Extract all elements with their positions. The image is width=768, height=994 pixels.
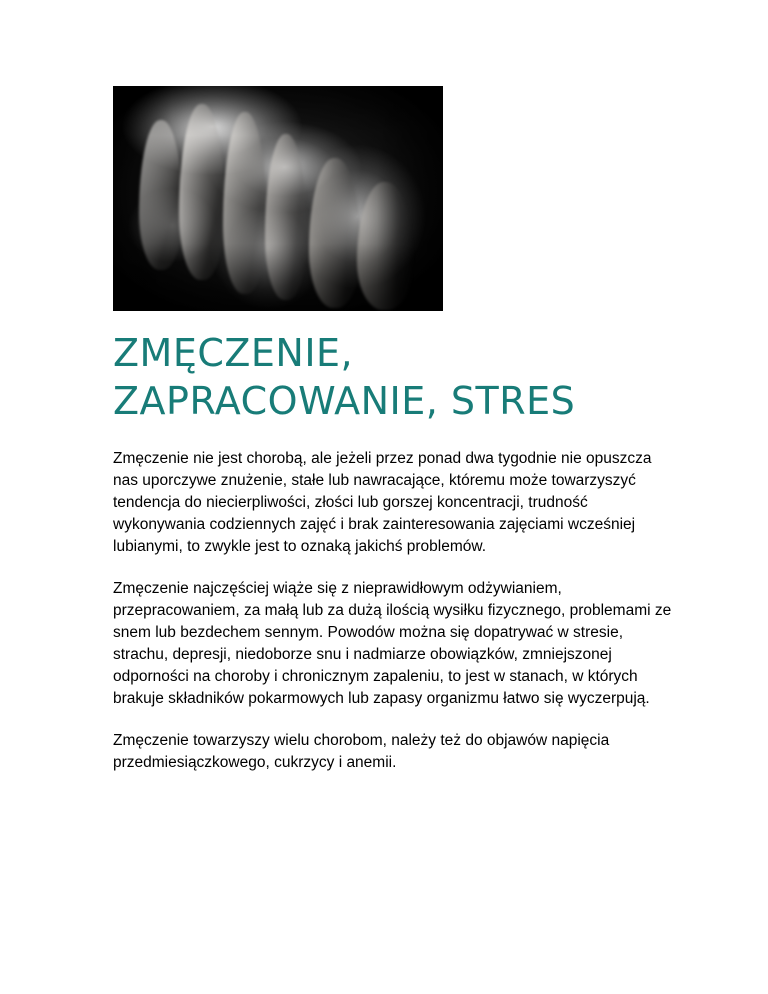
header-photo xyxy=(113,86,443,311)
paragraph-2: Zmęczenie najczęściej wiąże się z nieprawidłowym odżywianiem, przepracowaniem, za małą lub za dużą ilością wysiłku fizycznego, problemami ze snem lub bezdechem sennym. Powodów można się dopatrywać w stresie, strachu, depresji, niedoborze snu i nadmiarze obowiązków, zmniejszonej odporności na choroby i chronicznym zapaleniu, to jest w stanach, w których brakuje składników pokarmowych lub zapasy organizmu łatwo się wyczerpują. xyxy=(113,579,672,707)
paragraph-1: Zmęczenie nie jest chorobą, ale jeżeli przez ponad dwa tygodnie nie opuszcza nas uporczywe znużenie, stałe lub nawracające, któremu może towarzyszyć tendencja do niecierpliwości, złości lub gorszej koncentracji, trudność wykonywania codziennych zajęć i brak zainteresowania zajęciami wcześniej lubianymi, to zwykle jest to oznaką jakichś problemów. xyxy=(113,449,652,555)
document-content xyxy=(113,86,673,774)
paragraph-3: Zmęczenie towarzyszy wielu chorobom, należy też do objawów napięcia przedmiesiączkowego, cukrzycy i anemii. xyxy=(113,731,610,771)
page-title: ZMĘCZENIE, ZAPRACOWANIE, STRES xyxy=(113,331,576,424)
photo-vignette xyxy=(113,86,443,311)
